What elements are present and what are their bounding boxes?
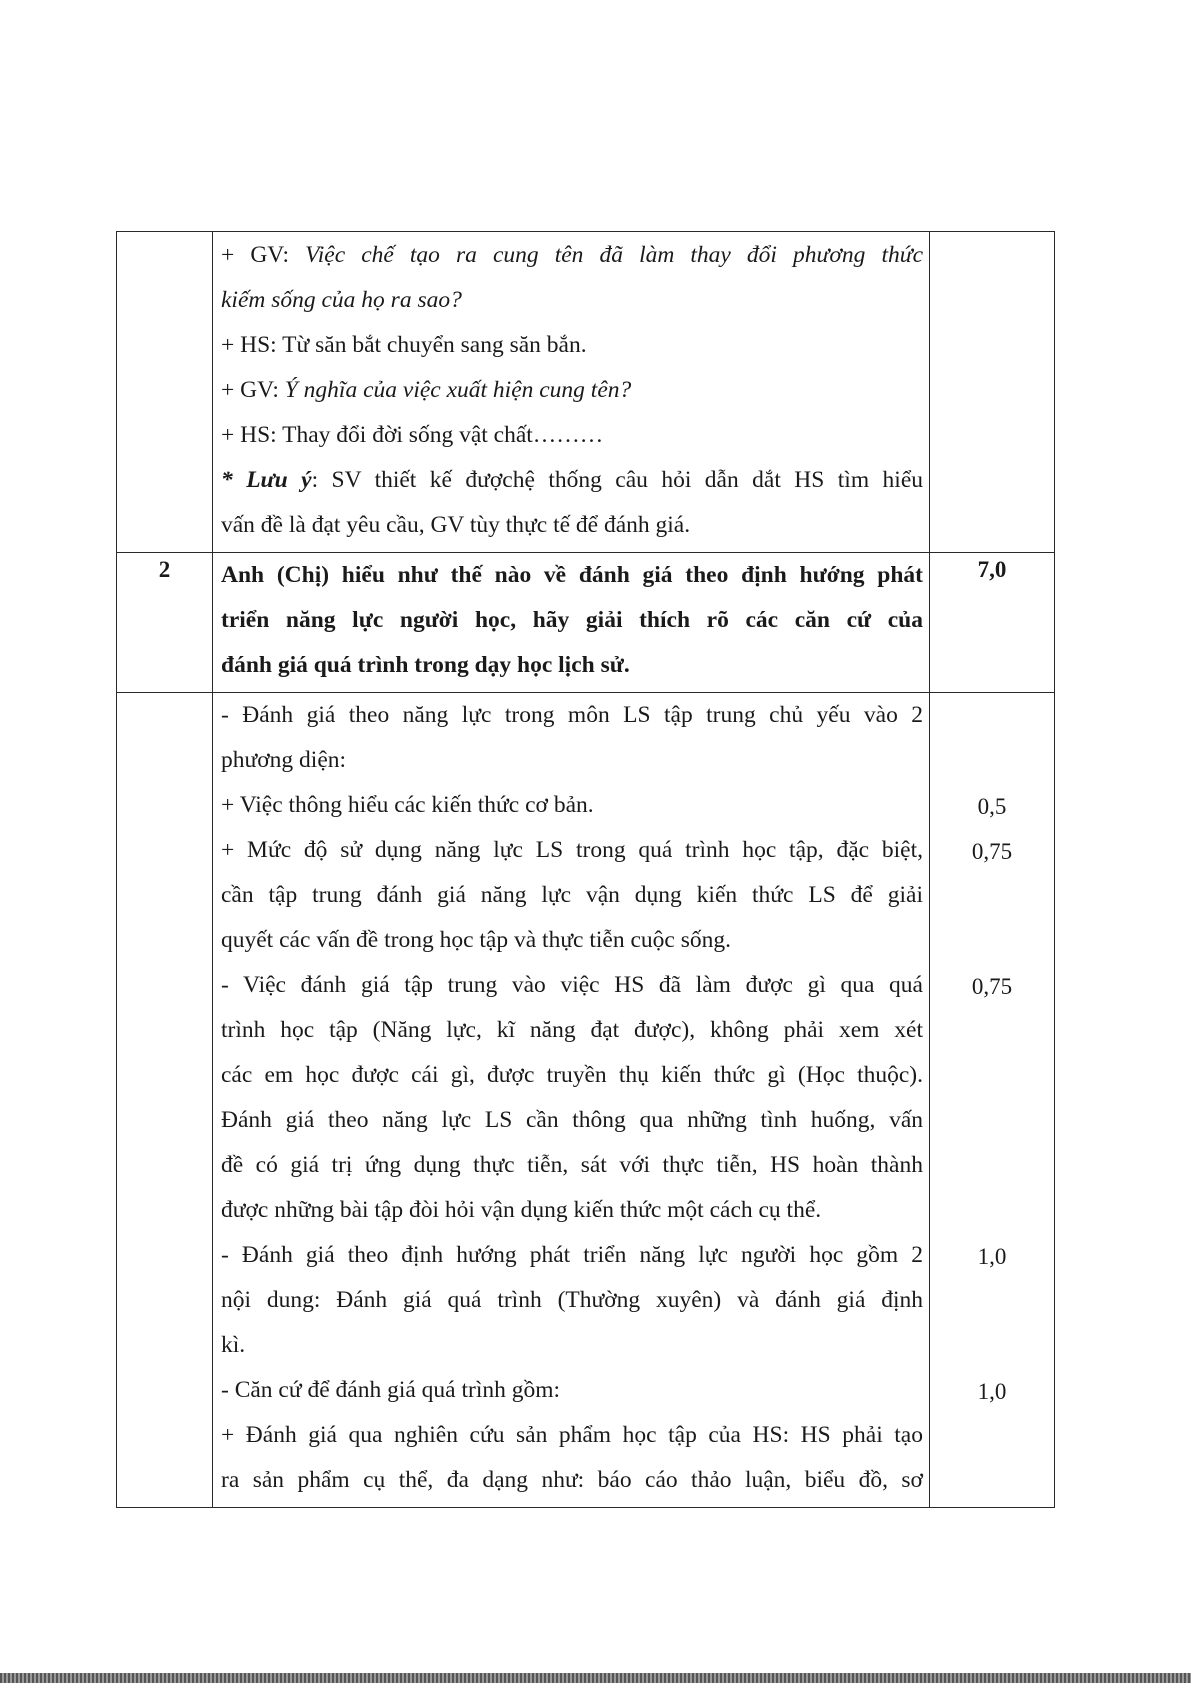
text-line: + Việc thông hiểu các kiến thức cơ bản. [221,792,594,818]
text-line: các em học được cái gì, được truyền thụ kiến thức gì (Học thuộc). [221,1062,923,1088]
text-line: đề có giá trị ứng dụng thực tiễn, sát với thực tiễn, HS hoàn thành [221,1152,923,1178]
scan-edge [0,1673,1191,1683]
text-line: - Căn cứ để đánh giá quá trình gồm: [221,1377,561,1403]
answer-score: 1,0 [977,1379,1007,1404]
answer-score: 1,0 [977,1244,1007,1269]
text-line: phương diện: [221,747,347,773]
answer-score: 0,75 [971,974,1013,999]
text-line: triển năng lực người học, hãy giải thích rõ các căn cứ của [221,607,923,633]
text-line: ra sản phẩm cụ thể, đa dạng như: báo cáo thảo luận, biểu đồ, sơ [221,1467,923,1493]
content-cell [213,232,930,553]
answer-score: 0,5 [977,794,1007,819]
text-line: - Đánh giá theo định hướng phát triển năng lực người học gồm 2 [221,1242,923,1268]
text-line: - Đánh giá theo năng lực trong môn LS tập trung chủ yếu vào 2 [221,702,923,728]
text-line: cần tập trung đánh giá năng lực vận dụng kiến thức LS để giải [221,882,923,908]
text-line: - Việc đánh giá tập trung vào việc HS đã làm được gì qua quá [221,972,923,998]
answer-score: 0,75 [971,839,1013,864]
text-line: + Đánh giá qua nghiên cứu sản phẩm học tập của HS: HS phải tạo [221,1422,923,1448]
text-line: kiếm sống của họ ra sao? [221,287,462,313]
table-row [117,693,1055,1508]
score-cell [930,553,1055,693]
text-line: đánh giá quá trình trong dạy học lịch sử. [221,652,630,678]
question-number: 2 [117,553,213,693]
text-line: Đánh giá theo năng lực LS cần thông qua những tình huống, vấn [221,1107,923,1133]
question-score: 7,0 [977,557,1007,582]
text-line: + GV: Việc chế tạo ra cung tên đã làm thay đổi phương thức [221,242,923,268]
note-line: vấn đề là đạt yêu cầu, GV tùy thực tế để đánh giá. [221,512,691,538]
question-text [213,553,930,693]
text-line: + GV: Ý nghĩa của việc xuất hiện cung tên? [221,377,632,403]
stt-cell [117,693,213,1508]
table-row [117,232,1055,553]
note-line: * Lưu ý: SV thiết kế đượchệ thống câu hỏi dẫn dắt HS tìm hiểu [221,467,924,493]
score-cell [930,232,1055,553]
answer-text [213,693,930,1508]
text-line: + Mức độ sử dụng năng lực LS trong quá trình học tập, đặc biệt, [221,837,923,863]
answer-key-table [116,231,1055,1508]
stt-cell [117,232,213,553]
table-row [117,553,1055,693]
text-line: được những bài tập đòi hỏi vận dụng kiến thức một cách cụ thể. [221,1197,822,1223]
score-cell [930,693,1055,1508]
text-line: Anh (Chị) hiểu như thế nào về đánh giá theo định hướng phát [221,562,923,588]
text-line: trình học tập (Năng lực, kĩ năng đạt được), không phải xem xét [221,1017,923,1043]
text-line: + HS: Từ săn bắt chuyển sang săn bắn. [221,332,587,358]
text-line: nội dung: Đánh giá quá trình (Thường xuyên) và đánh giá định [221,1287,923,1313]
text-line: + HS: Thay đổi đời sống vật chất……… [221,422,604,448]
text-line: quyết các vấn đề trong học tập và thực tiễn cuộc sống. [221,927,731,953]
text-line: kì. [221,1332,246,1358]
